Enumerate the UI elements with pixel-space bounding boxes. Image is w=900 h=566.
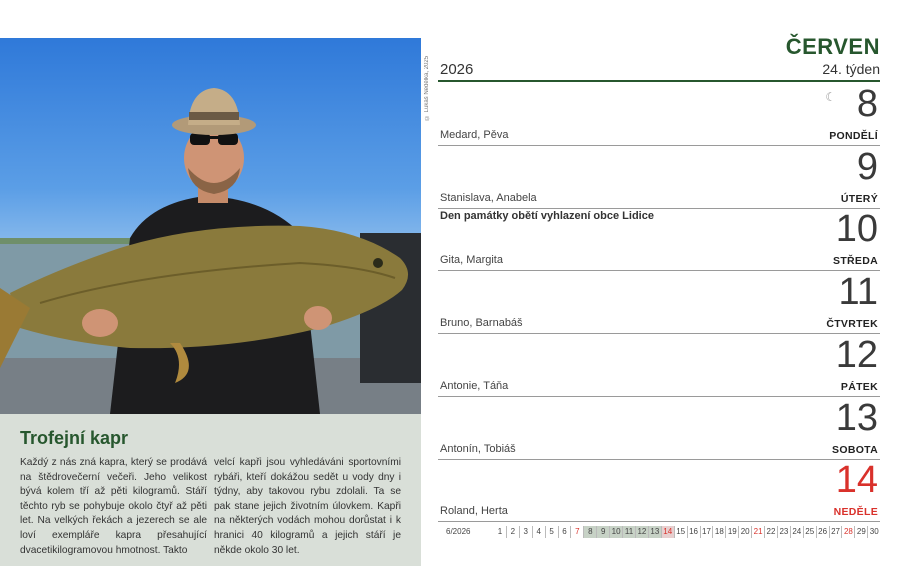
mini-day: 20 <box>739 526 752 538</box>
mini-day: 1 <box>494 526 507 538</box>
day-name: PONDĚLÍ <box>829 130 878 142</box>
mini-day: 17 <box>701 526 714 538</box>
name-day: Medard, Pěva <box>440 129 509 141</box>
day-name: PÁTEK <box>840 380 878 393</box>
name-day: Roland, Herta <box>440 505 508 518</box>
name-day: Bruno, Barnabáš <box>440 317 523 330</box>
moon-phase-icon: ☾ <box>825 90 836 104</box>
day-row[interactable] <box>438 396 880 460</box>
mini-day: 26 <box>817 526 830 538</box>
mini-day: 19 <box>726 526 739 538</box>
cover-photo <box>0 38 421 414</box>
mini-day: 21 <box>752 526 765 538</box>
mini-day: 3 <box>520 526 533 538</box>
mini-day: 30 <box>869 527 879 536</box>
day-name: SOBOTA <box>832 443 878 456</box>
day-number: 13 <box>835 396 878 439</box>
mini-day: 27 <box>830 526 843 538</box>
name-day: Gita, Margita <box>440 254 503 267</box>
day-number: 8 <box>856 83 878 125</box>
day-number: 10 <box>835 208 878 251</box>
name-day: Antonín, Tobiáš <box>440 442 516 455</box>
day-row[interactable] <box>438 82 880 146</box>
day-number: 14 <box>835 459 878 502</box>
name-day: Antonie, Táňa <box>440 379 509 392</box>
day-row[interactable] <box>438 458 880 522</box>
story-title: Trofejní kapr <box>20 428 129 448</box>
story-panel <box>0 414 421 566</box>
day-name: STŘEDA <box>833 255 878 268</box>
mini-day: 24 <box>791 526 804 538</box>
day-number: 11 <box>838 271 878 314</box>
mini-month-label: 6/2026 <box>446 527 471 536</box>
day-name: ÚTERÝ <box>840 192 878 205</box>
story-text-column-2: velcí kapři jsou vyhledáváni sportovními rybáři, kteří dokážou sedět u vody dny i týdny, aby takovou rybu zdolali. Ta se pak stane jejich životním úlovkem. Kapři na některých vodách mohou dorůstat i k hranici 40 kilogramů a jejich stáří je někde okolo 30 let. <box>214 457 401 556</box>
day-name: ČTVRTEK <box>826 318 878 331</box>
mini-day: 14 <box>662 526 675 538</box>
mini-day: 25 <box>804 526 817 538</box>
mini-day: 11 <box>623 526 636 538</box>
mini-day: 7 <box>571 526 584 538</box>
name-day: Stanislava, Anabela <box>440 191 537 204</box>
day-row[interactable] <box>438 270 880 334</box>
mini-day: 15 <box>675 526 688 538</box>
story-text-column-1: Každý z nás zná kapra, který se prodává na štědrovečerní večeři. Jeho velikost bývá kolem tří až pěti kilogramů. Stáří těchto ryb se pohybuje okolo čtyř až pěti let. Na velkých řekách a jezerech se ale loví exempláře kapra přesahující dvacetikilogramovou hmotnost. Takto <box>20 457 207 556</box>
mini-day: 6 <box>559 526 572 538</box>
year-label: 2026 <box>440 61 474 78</box>
day-name: NEDĚLE <box>833 506 878 519</box>
mini-days <box>494 526 880 538</box>
holiday-note: Den památky obětí vyhlazení obce Lidice <box>440 210 654 223</box>
photo-credit: © Lukáš Nedělka, 2025 <box>424 55 430 120</box>
mini-day: 10 <box>610 526 623 538</box>
mini-day: 28 <box>842 526 855 538</box>
mini-day: 29 <box>855 526 868 538</box>
mini-day: 9 <box>597 526 610 538</box>
mini-month-strip <box>438 526 880 538</box>
mini-day: 16 <box>688 526 701 538</box>
day-row[interactable] <box>438 333 880 397</box>
mini-day: 12 <box>636 526 649 538</box>
mini-day: 22 <box>765 526 778 538</box>
mini-day: 13 <box>649 526 662 538</box>
mini-day: 5 <box>546 526 559 538</box>
mini-day: 4 <box>533 526 546 538</box>
week-label: 24. týden <box>822 61 880 77</box>
day-row[interactable] <box>438 145 880 209</box>
day-number: 9 <box>856 145 878 188</box>
photo-illustration <box>0 38 421 414</box>
mini-day: 8 <box>584 526 597 538</box>
day-number: 12 <box>835 333 878 376</box>
mini-day: 18 <box>713 526 726 538</box>
month-title: ČERVEN <box>785 34 880 59</box>
mini-day: 23 <box>778 526 791 538</box>
day-row[interactable] <box>438 207 880 271</box>
mini-day: 2 <box>507 526 520 538</box>
